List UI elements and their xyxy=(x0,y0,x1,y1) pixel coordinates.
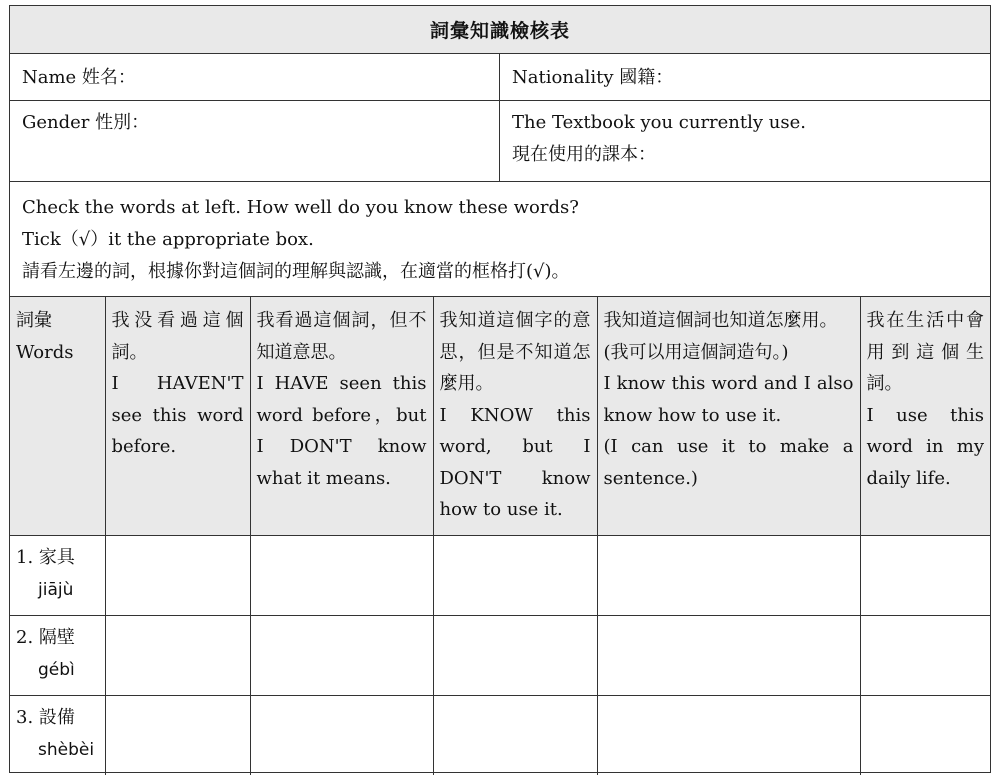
check-box[interactable] xyxy=(597,616,860,696)
check-box[interactable] xyxy=(250,536,433,616)
word-label: 1. 家具 xyxy=(16,547,75,568)
check-box[interactable] xyxy=(250,696,433,776)
header-not-seen: 我没看過這個詞。 I HAVEN'T see this word before. xyxy=(105,297,250,536)
gender-field[interactable]: Gender 性別： xyxy=(10,101,500,181)
textbook-label-en: The Textbook you currently use. xyxy=(512,112,806,133)
header-know-usage: 我知道這個詞也知道怎麼用。 (我可以用這個詞造句。) I know this word and I also know how to use it. (I can use it to make a sentence.) xyxy=(597,297,860,536)
instruction-line-2: Tick（√）it the appropriate box. xyxy=(22,229,314,250)
vocabulary-checklist xyxy=(9,5,991,773)
word-pinyin: gébì xyxy=(38,660,75,680)
word-label: 2. 隔壁 xyxy=(16,627,75,648)
gender-row xyxy=(10,101,990,182)
nationality-field[interactable]: Nationality 國籍： xyxy=(512,67,674,88)
check-box[interactable] xyxy=(105,616,250,696)
header-daily-use: 我在生活中會用到這個生詞。 I use this word in my daily life. xyxy=(860,297,990,536)
check-box[interactable] xyxy=(250,616,433,696)
check-box[interactable] xyxy=(433,536,597,616)
header-row xyxy=(10,297,990,536)
check-box[interactable] xyxy=(860,696,990,776)
check-box[interactable] xyxy=(597,536,860,616)
instruction-line-1: Check the words at left. How well do you know these words? xyxy=(22,197,579,218)
rating-table xyxy=(10,297,990,775)
header-words: 詞彙 Words xyxy=(10,297,105,536)
check-box[interactable] xyxy=(433,616,597,696)
page-title: 詞彙知識檢核表 xyxy=(10,6,990,54)
table-row xyxy=(10,616,990,696)
check-box[interactable] xyxy=(105,696,250,776)
name-row xyxy=(10,54,990,101)
header-know-meaning: 我知道這個字的意思，但是不知道怎麼用。 I KNOW this word, but I DON'T know how to use it. xyxy=(433,297,597,536)
header-seen-unknown: 我看過這個詞，但不知道意思。 I HAVE seen this word before，but I DON'T know what it means. xyxy=(250,297,433,536)
word-cell xyxy=(10,696,105,776)
check-box[interactable] xyxy=(433,696,597,776)
check-box[interactable] xyxy=(105,536,250,616)
table-row xyxy=(10,536,990,616)
word-cell xyxy=(10,536,105,616)
instruction-line-3: 請看左邊的詞，根據你對這個詞的理解與認識，在適當的框格打(√)。 xyxy=(22,261,570,282)
textbook-label-zh: 現在使用的課本： xyxy=(512,144,656,165)
instructions xyxy=(10,182,990,297)
check-box[interactable] xyxy=(860,616,990,696)
name-field[interactable]: Name 姓名： xyxy=(10,54,500,100)
check-box[interactable] xyxy=(860,536,990,616)
word-cell xyxy=(10,616,105,696)
check-box[interactable] xyxy=(597,696,860,776)
word-pinyin: jiājù xyxy=(38,580,74,600)
table-row xyxy=(10,696,990,776)
textbook-field[interactable] xyxy=(500,101,990,181)
word-label: 3. 設備 xyxy=(16,707,75,728)
word-pinyin: shèbèi xyxy=(38,740,95,760)
